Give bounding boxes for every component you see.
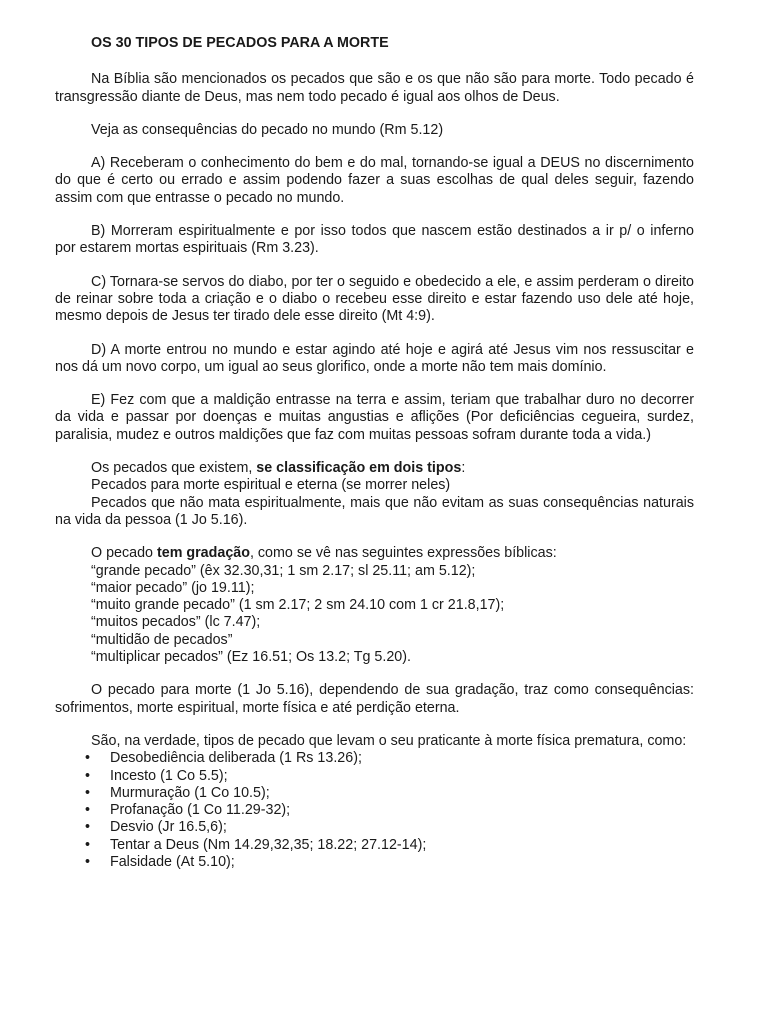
list-item-text: Murmuração (1 Co 10.5); bbox=[110, 784, 270, 801]
gradation-item: “muitos pecados” (lc 7.47); bbox=[91, 614, 261, 631]
classification-type-2: Pecados que não mata espiritualmente, mais que não evitam as suas consequências naturais na vida da pessoa (1 Jo 5.16). bbox=[55, 494, 694, 528]
bullet-icon: • bbox=[85, 819, 91, 836]
gradation-heading bbox=[55, 545, 694, 562]
gradation-item: “muito grande pecado” (1 sm 2.17; 2 sm 24.10 com 1 cr 21.8,17); bbox=[91, 597, 505, 614]
sin-list bbox=[55, 750, 694, 871]
gradation-item: “grande pecado” (êx 32.30,31; 1 sm 2.17; sl 25.11; am 5.12); bbox=[91, 562, 476, 579]
paragraph-morte: O pecado para morte (1 Jo 5.16), dependendo de sua gradação, traz como consequências: sofrimentos, morte espiritual, morte física e até perdição eterna. bbox=[55, 682, 694, 716]
bullet-icon: • bbox=[85, 784, 91, 801]
paragraph-d: D) A morte entrou no mundo e estar agindo até hoje e agirá até Jesus vim nos ressuscitar e nos dá um novo corpo, um igual ao seus glorifico, onde a morte não tem mais domínio. bbox=[55, 341, 694, 375]
paragraph-veja: Veja as consequências do pecado no mundo (Rm 5.12) bbox=[91, 121, 444, 138]
list-item-text: Incesto (1 Co 5.5); bbox=[110, 767, 228, 784]
list-item bbox=[55, 854, 694, 871]
gradation-item: “multiplicar pecados” (Ez 16.51; Os 13.2; Tg 5.20). bbox=[91, 649, 411, 666]
classification-text: Os pecados que existem, bbox=[91, 460, 257, 477]
bullet-icon: • bbox=[85, 750, 91, 767]
list-item bbox=[55, 768, 694, 785]
classification-bold: se classificação em dois tipos bbox=[256, 460, 462, 477]
list-item-text: Falsidade (At 5.10); bbox=[110, 853, 235, 870]
classification-type-1: Pecados para morte espiritual e eterna (se morrer neles) bbox=[91, 477, 451, 494]
list-item-text: Tentar a Deus (Nm 14.29,32,35; 18.22; 27.12-14); bbox=[110, 836, 427, 853]
list-item bbox=[55, 819, 694, 836]
gradation-item: “multidão de pecados” bbox=[91, 631, 233, 648]
list-item bbox=[55, 802, 694, 819]
classification-colon: : bbox=[461, 460, 466, 477]
gradation-block bbox=[55, 545, 694, 666]
gradation-text: O pecado bbox=[91, 545, 157, 562]
paragraph-a: A) Receberam o conhecimento do bem e do mal, tornando-se igual a DEUS no discernimento do que é certo ou errado e assim podendo fazer a suas escolhas de qual deles seguir, fazendo assim com que entrasse o pecado no mundo. bbox=[55, 155, 694, 206]
paragraph-sao: São, na verdade, tipos de pecado que levam o seu praticante à morte física prematura, como: bbox=[91, 732, 687, 749]
list-item bbox=[55, 750, 694, 767]
bullet-icon: • bbox=[85, 836, 91, 853]
paragraph-e: E) Fez com que a maldição entrasse na terra e assim, teriam que trabalhar duro no decorrer da vida e passar por doenças e muitas angustias e aflições (Por deficiências cegueira, surdez, paralisia, mudez e outros maldições que faz com muitas pessoas sofram durante toda a vida.) bbox=[55, 392, 694, 443]
gradation-item: “maior pecado” (jo 19.11); bbox=[91, 579, 255, 596]
paragraph-intro: Na Bíblia são mencionados os pecados que são e os que não são para morte. Todo pecado é transgressão diante de Deus, mas nem todo pecado é igual aos olhos de Deus. bbox=[55, 71, 694, 105]
document-page bbox=[55, 35, 694, 871]
document-title: OS 30 TIPOS DE PECADOS PARA A MORTE bbox=[91, 35, 389, 51]
paragraph-c: C) Tornara-se servos do diabo, por ter o seguido e obedecido a ele, e assim perderam o direito de reinar sobre toda a criação e o diabo o recebeu esse direito e estar fazendo uso dele até hoje, mesmo depois de Jesus ter tirado dele esse direito (Mt 4:9). bbox=[55, 273, 694, 325]
gradation-tail: , como se vê nas seguintes expressões bíblicas: bbox=[249, 545, 557, 562]
list-item bbox=[55, 837, 694, 854]
paragraph-b: B) Morreram espiritualmente e por isso todos que nascem estão destinados a ir p/ o inferno por estarem mortas espirituais (Rm 3.23). bbox=[55, 223, 694, 257]
bullet-icon: • bbox=[85, 853, 91, 870]
classification-heading bbox=[55, 460, 694, 477]
bullet-icon: • bbox=[85, 802, 91, 819]
list-item bbox=[55, 785, 694, 802]
gradation-bold: tem gradação bbox=[156, 545, 250, 562]
list-item-text: Profanação (1 Co 11.29-32); bbox=[110, 802, 291, 819]
bullet-icon: • bbox=[85, 767, 91, 784]
list-item-text: Desobediência deliberada (1 Rs 13.26); bbox=[110, 750, 362, 767]
list-item-text: Desvio (Jr 16.5,6); bbox=[110, 819, 227, 836]
classification-block bbox=[55, 460, 694, 529]
